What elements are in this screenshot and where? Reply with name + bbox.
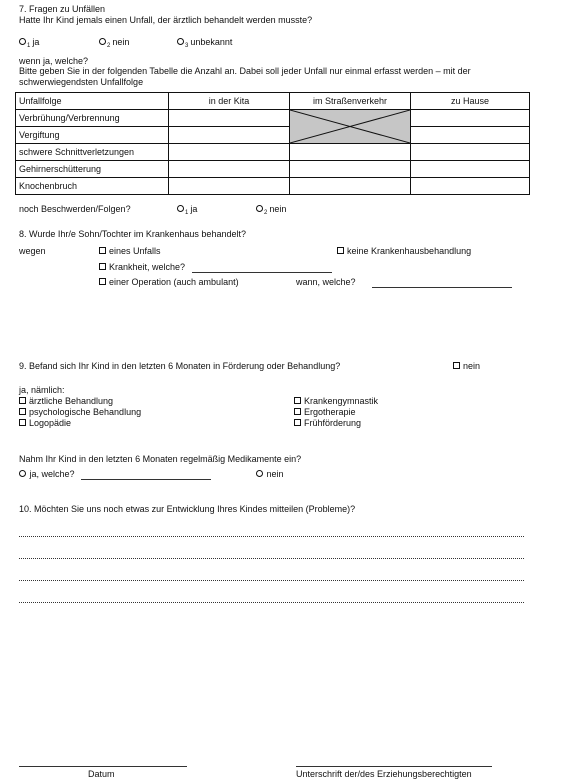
signature-line[interactable] (296, 766, 492, 767)
input-cell[interactable] (290, 161, 411, 178)
table-row (16, 127, 530, 144)
table-header: in der Kita (169, 93, 290, 110)
krankheit-input-line[interactable] (192, 264, 332, 273)
comment-line[interactable] (19, 602, 524, 603)
q9-option-aerztlich[interactable]: ärztliche Behandlung (19, 396, 113, 407)
q8-when: wann, welche? (296, 277, 512, 288)
complaints-option-ja[interactable]: $_1$ ja (177, 204, 197, 219)
checkbox-icon[interactable] (99, 247, 106, 254)
table-row (16, 110, 530, 127)
checkbox-icon[interactable] (294, 397, 301, 404)
table-row (16, 161, 530, 178)
checkbox-icon[interactable] (99, 263, 106, 270)
input-cell[interactable] (411, 110, 530, 127)
q9-ja-label: ja, nämlich: (19, 385, 65, 395)
q7-question: Hatte Ihr Kind jemals einen Unfall, der ärztlich behandelt werden musste? (19, 15, 313, 25)
radio-icon[interactable] (19, 38, 26, 45)
med-option-ja[interactable]: ja, welche? (19, 469, 211, 480)
when-input-line[interactable] (372, 279, 512, 288)
table-row (16, 144, 530, 161)
shaded-crossed-cell (290, 110, 411, 144)
q10-title: 10. Möchten Sie uns noch etwas zur Entwicklung Ihres Kindes mitteilen (Probleme)? (19, 504, 356, 514)
row-label: schwere Schnittverletzungen (16, 144, 169, 161)
q8-option-unfall[interactable]: eines Unfalls (99, 246, 161, 257)
input-cell[interactable] (169, 127, 290, 144)
date-line[interactable] (19, 766, 187, 767)
q7-followup: wenn ja, welche? (19, 56, 89, 66)
q7-option-nein[interactable]: $_2$ nein (99, 37, 129, 52)
table-header: im Straßenverkehr (290, 93, 411, 110)
q9-option-ergotherapie[interactable]: Ergotherapie (294, 407, 356, 418)
radio-icon[interactable] (177, 205, 184, 212)
input-cell[interactable] (411, 161, 530, 178)
input-cell[interactable] (169, 178, 290, 195)
table-header: zu Hause (411, 93, 530, 110)
q9-option-psychologisch[interactable]: psychologische Behandlung (19, 407, 141, 418)
q9-option-fruehfoerderung[interactable]: Frühförderung (294, 418, 361, 429)
q8-wegen: wegen (19, 246, 46, 256)
accident-table (15, 92, 530, 195)
radio-icon[interactable] (99, 38, 106, 45)
complaints-option-nein[interactable]: $_2$ nein (256, 204, 286, 219)
q9-option-krankengymnastik[interactable]: Krankengymnastik (294, 396, 378, 407)
q8-option-keine[interactable]: keine Krankenhausbehandlung (337, 246, 471, 257)
table-header-row (16, 93, 530, 110)
q7-title: 7. Fragen zu Unfällen (19, 4, 106, 14)
q7-instruction-line2: schwerwiegendsten Unfallfolge (19, 77, 144, 87)
radio-icon[interactable] (256, 205, 263, 212)
q9-title: 9. Befand sich Ihr Kind in den letzten 6 Monaten in Förderung oder Behandlung? (19, 361, 341, 371)
checkbox-icon[interactable] (453, 362, 460, 369)
med-option-nein[interactable]: nein (256, 469, 284, 480)
checkbox-icon[interactable] (337, 247, 344, 254)
comment-line[interactable] (19, 558, 524, 559)
radio-icon[interactable] (19, 470, 26, 477)
input-cell[interactable] (411, 178, 530, 195)
radio-icon[interactable] (256, 470, 263, 477)
row-label: Gehirnerschütterung (16, 161, 169, 178)
checkbox-icon[interactable] (19, 419, 26, 426)
checkbox-icon[interactable] (294, 408, 301, 415)
checkbox-icon[interactable] (99, 278, 106, 285)
q9-option-logopaedie[interactable]: Logopädie (19, 418, 71, 429)
checkbox-icon[interactable] (19, 408, 26, 415)
input-cell[interactable] (169, 110, 290, 127)
row-label: Verbrühung/Verbrennung (16, 110, 169, 127)
q8-option-operation[interactable]: einer Operation (auch ambulant) (99, 277, 239, 288)
input-cell[interactable] (169, 144, 290, 161)
complaints-label: noch Beschwerden/Folgen? (19, 204, 131, 214)
row-label: Knochenbruch (16, 178, 169, 195)
q9-option-nein[interactable]: nein (453, 361, 480, 372)
table-row (16, 178, 530, 195)
input-cell[interactable] (411, 127, 530, 144)
date-label: Datum (88, 769, 115, 779)
q7-instruction-line1: Bitte geben Sie in der folgenden Tabelle die Anzahl an. Dabei soll jeder Unfall nur einmal erfasst werden – mit der (19, 66, 471, 76)
input-cell[interactable] (290, 144, 411, 161)
signature-label: Unterschrift der/des Erziehungsberechtigten (296, 769, 472, 779)
comment-line[interactable] (19, 580, 524, 581)
input-cell[interactable] (290, 178, 411, 195)
radio-icon[interactable] (177, 38, 184, 45)
input-cell[interactable] (169, 161, 290, 178)
q7-option-ja[interactable]: $_1$ ja (19, 37, 39, 52)
med-input-line[interactable] (81, 471, 211, 480)
checkbox-icon[interactable] (19, 397, 26, 404)
comment-line[interactable] (19, 536, 524, 537)
row-label: Vergiftung (16, 127, 169, 144)
input-cell[interactable] (411, 144, 530, 161)
checkbox-icon[interactable] (294, 419, 301, 426)
table-header: Unfallfolge (16, 93, 169, 110)
q7-option-unbekannt[interactable]: $_3$ unbekannt (177, 37, 232, 52)
q8-title: 8. Wurde Ihr/e Sohn/Tochter im Krankenhaus behandelt? (19, 229, 246, 239)
med-question: Nahm Ihr Kind in den letzten 6 Monaten regelmäßig Medikamente ein? (19, 454, 302, 464)
q8-option-krankheit[interactable]: Krankheit, welche? (99, 262, 332, 273)
